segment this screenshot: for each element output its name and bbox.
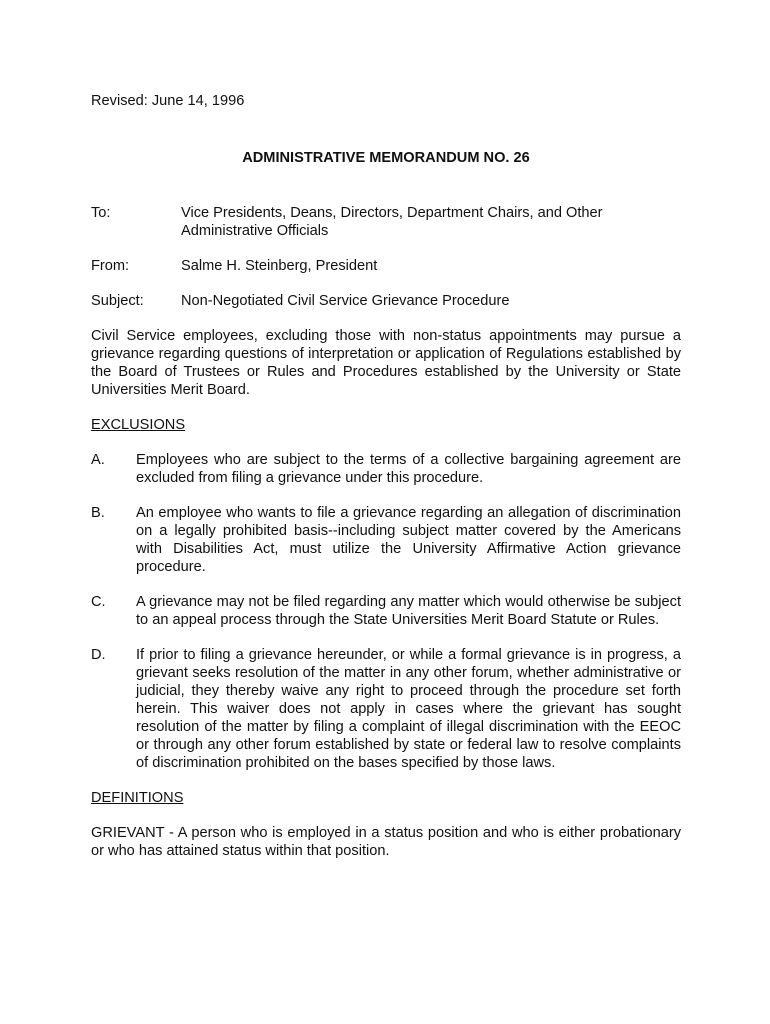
grievant-definition: GRIEVANT - A person who is employed in a status position and who is either probationary or who has attained status within that position. — [91, 825, 681, 859]
intro-paragraph: Civil Service employees, excluding those with non-status appointments may pursue a grievance regarding questions of interpretation or application of Regulations established by the Board of Trustees or Rules and Procedures established by the University or State Universities Merit Board. — [91, 328, 681, 398]
to-label: To: — [91, 205, 111, 221]
from-value: Salme H. Steinberg, President — [181, 258, 378, 274]
exclusion-item-a — [91, 451, 681, 487]
memo-header-fields — [91, 204, 681, 310]
exclusion-text: Employees who are subject to the terms of a collective bargaining agreement are excluded from filing a grievance under this procedure. — [136, 452, 681, 486]
subject-label: Subject: — [91, 293, 144, 309]
subject-field — [91, 292, 681, 310]
exclusions-heading: EXCLUSIONS — [91, 417, 186, 433]
revised-date: Revised: June 14, 1996 — [91, 93, 245, 109]
exclusion-letter: D. — [91, 647, 106, 663]
to-field — [91, 204, 681, 240]
exclusion-letter: C. — [91, 594, 106, 610]
subject-value: Non-Negotiated Civil Service Grievance Procedure — [181, 293, 510, 309]
to-value: Vice Presidents, Deans, Directors, Department Chairs, and Other Administrative Officials — [181, 205, 603, 239]
exclusion-letter: A. — [91, 452, 105, 468]
exclusion-item-c — [91, 593, 681, 629]
exclusion-text: If prior to filing a grievance hereunder, or while a formal grievance is in progress, a grievant seeks resolution of the matter in any other forum, whether administrative or judicial, they thereby waive any right to proceed through the procedure set forth herein. This waiver does not apply in cases where the grievant has sought resolution of the matter by filing a complaint of illegal discrimination with the EEOC or through any other forum established by state or federal law to resolve complaints of discrimination prohibited on the bases specified by those laws. — [136, 647, 681, 771]
exclusion-text: A grievance may not be filed regarding any matter which would otherwise be subject to an appeal process through the State Universities Merit Board Statute or Rules. — [136, 594, 681, 628]
from-field — [91, 257, 681, 275]
exclusion-letter: B. — [91, 505, 105, 521]
exclusion-text: An employee who wants to file a grievance regarding an allegation of discrimination on a legally prohibited basis--including subject matter covered by the Americans with Disabilities Act, must utilize the University Affirmative Action grievance procedure. — [136, 505, 681, 575]
exclusion-item-d — [91, 646, 681, 772]
memo-title: ADMINISTRATIVE MEMORANDUM NO. 26 — [242, 150, 530, 166]
document-page — [91, 92, 681, 860]
definitions-heading: DEFINITIONS — [91, 790, 184, 806]
exclusion-item-b — [91, 504, 681, 576]
from-label: From: — [91, 258, 130, 274]
